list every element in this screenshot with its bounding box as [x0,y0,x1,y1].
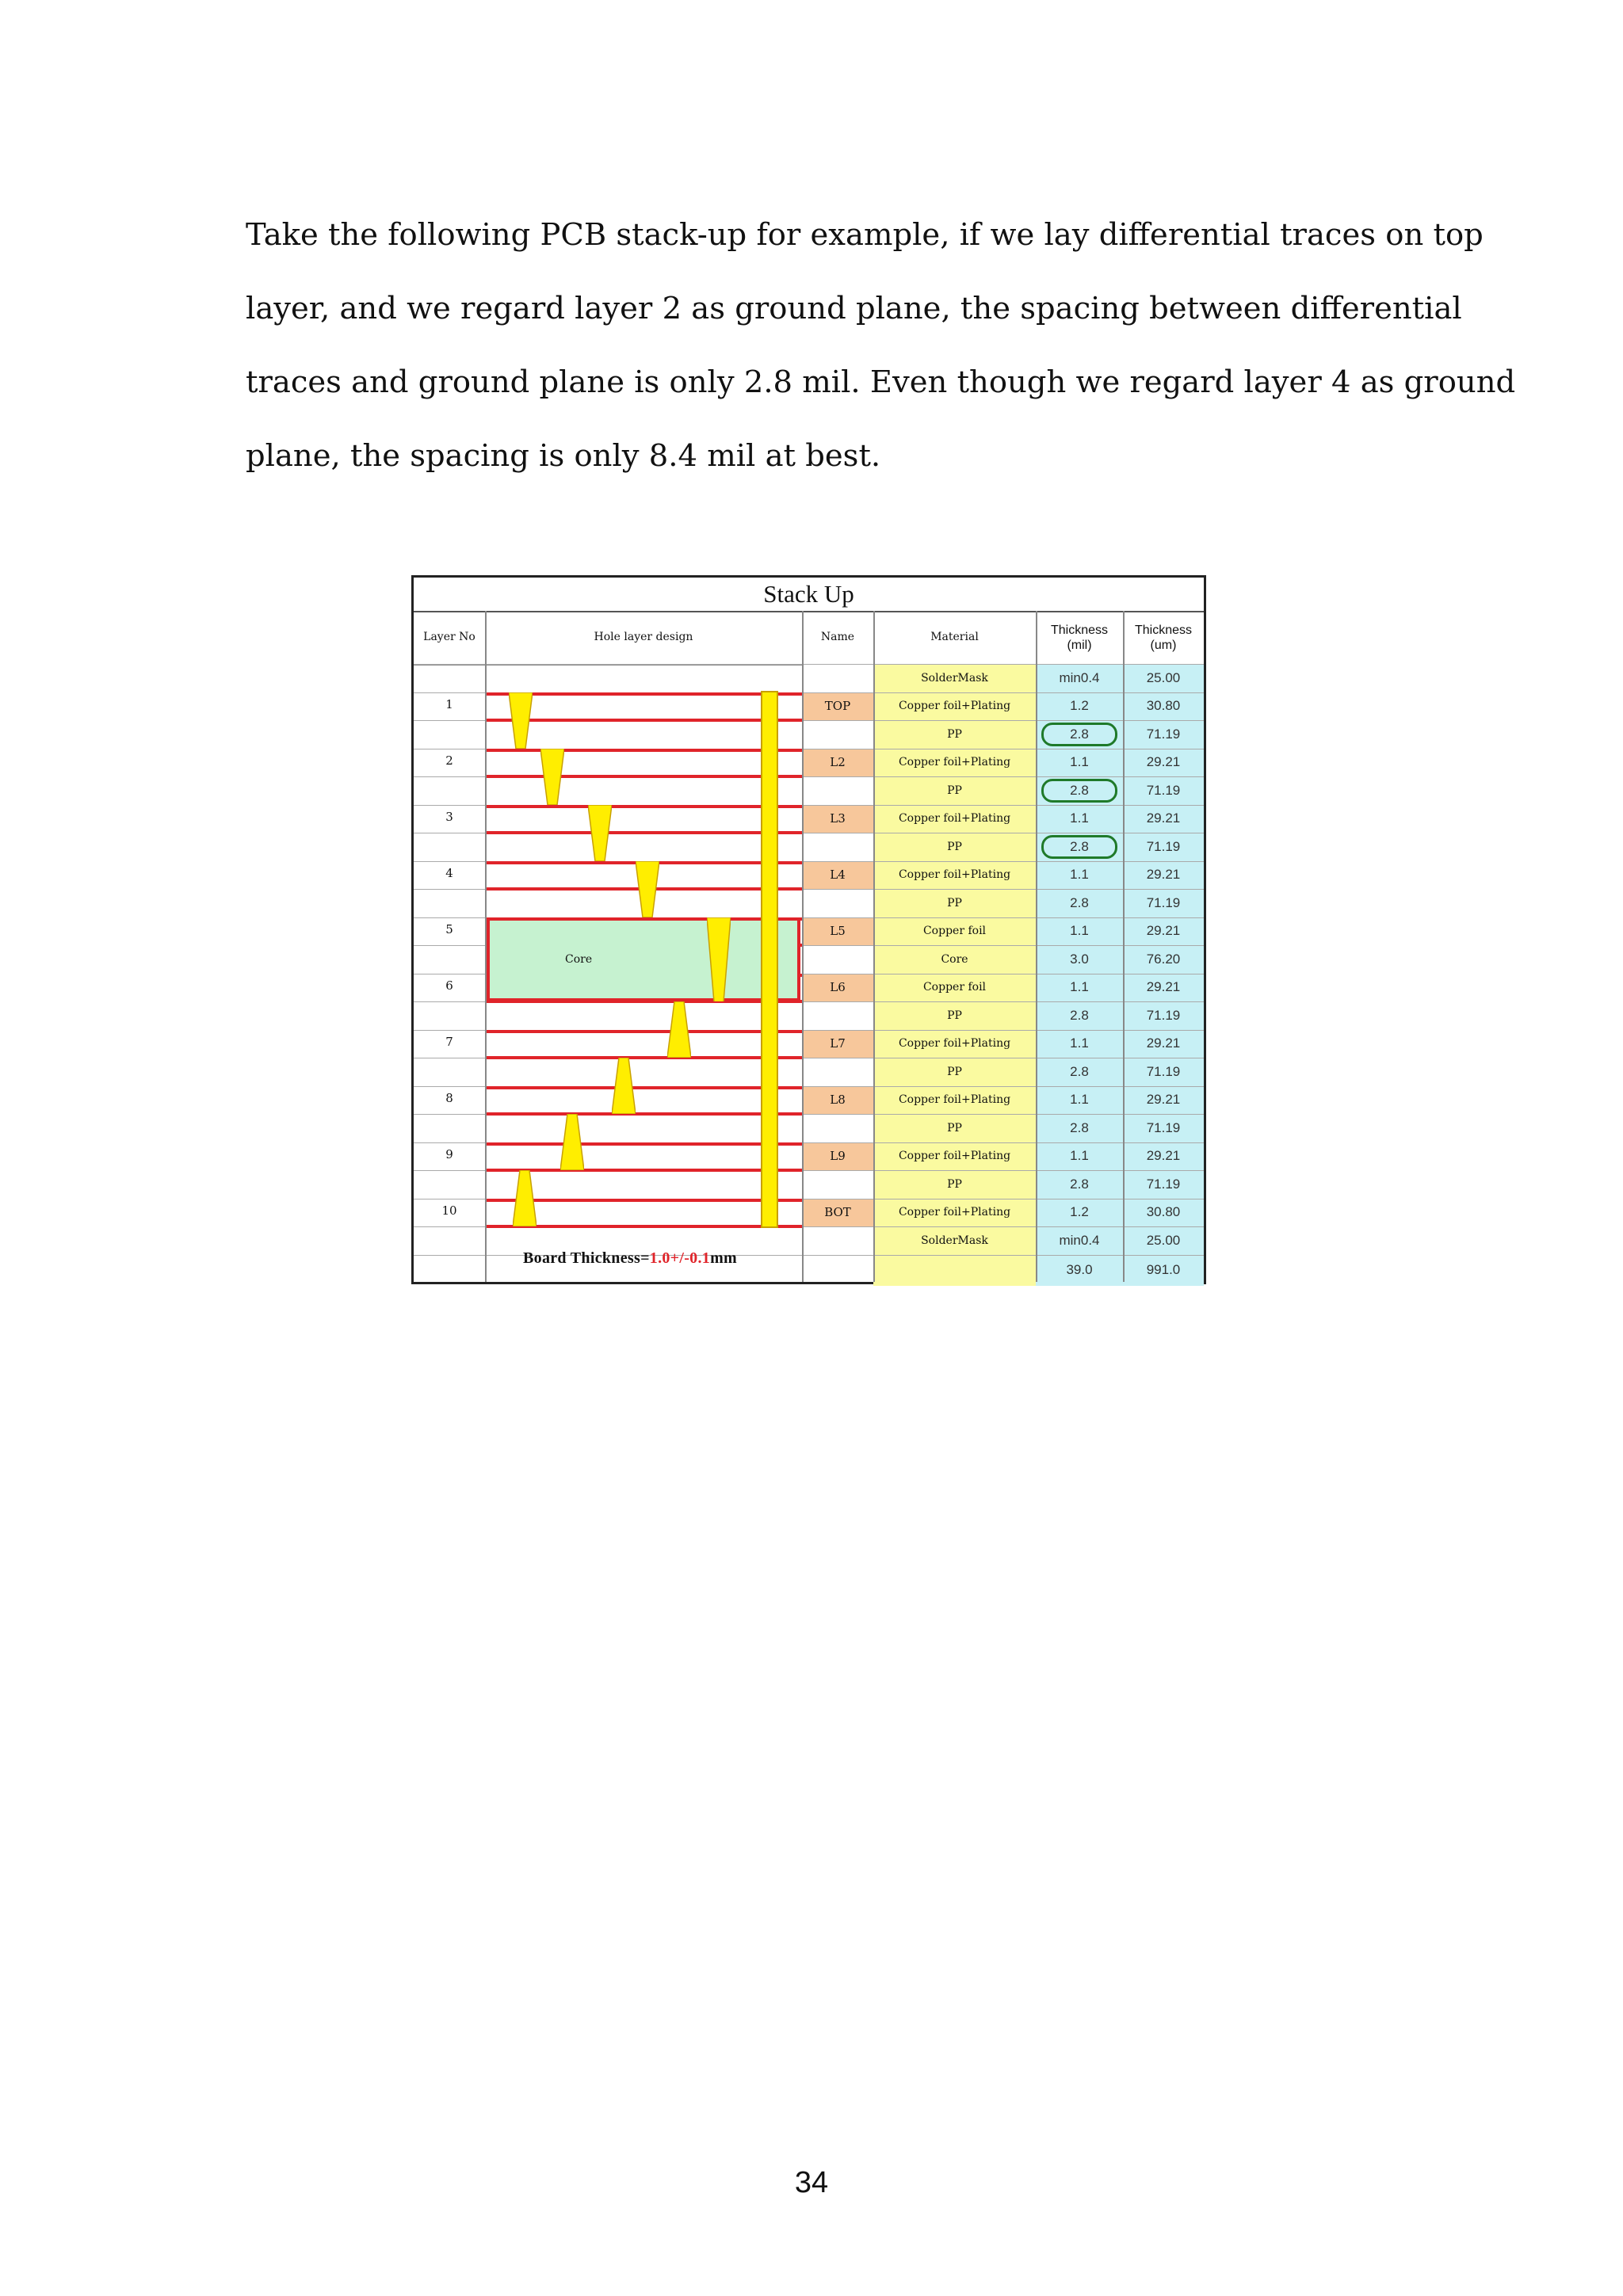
paragraph-line: Take the following PCB stack-up for example, if we lay differential traces on top [246,217,1484,253]
stack-up-figure [411,575,1206,1284]
layer-name-cell [802,833,873,861]
material-cell: Copper foil [873,917,1036,946]
layer-name-cell [802,664,873,692]
column-divider [1036,611,1037,1282]
copper-plane-line [485,775,802,778]
layer-name-cell [802,945,873,974]
through-via [761,691,778,1229]
thickness-mil-cell: 2.8 [1036,776,1123,805]
thickness-mil-cell: min0.4 [1036,664,1123,692]
layer-number: 10 [441,1203,457,1218]
layer-name-cell: L5 [802,917,873,946]
figure-title: Stack Up [414,578,1204,612]
thickness-um-cell: 25.00 [1123,664,1204,692]
column-divider [1123,611,1125,1282]
paragraph-line: layer, and we regard layer 2 as ground plane, the spacing between differential [246,291,1462,326]
thickness-um-cell: 25.00 [1123,1226,1204,1255]
header-hole-design: Hole layer design [485,611,802,666]
copper-plane-line [485,719,802,722]
copper-plane-line [485,831,802,834]
thickness-mil-cell: 1.1 [1036,974,1123,1002]
layer-name-cell [802,776,873,805]
material-cell: Copper foil+Plating [873,1086,1036,1115]
layer-name-cell: L7 [802,1030,873,1058]
thickness-um-cell: 30.80 [1123,692,1204,721]
highlight-oval [1041,779,1117,803]
paragraph-line: plane, the spacing is only 8.4 mil at best. [246,438,881,474]
header-thickness-mil: Thickness (mil) [1036,611,1123,666]
micro-via [560,1114,584,1170]
thickness-mil-cell: 2.8 [1036,1001,1123,1030]
layer-name-cell: BOT [802,1199,873,1227]
layer-name-cell: TOP [802,692,873,721]
row-divider [414,664,1204,665]
layer-name-cell [802,1001,873,1030]
layer-number: 4 [445,865,453,880]
thickness-mil-cell: 2.8 [1036,889,1123,917]
material-cell: PP [873,1001,1036,1030]
layer-number: 3 [445,809,453,824]
thickness-um-cell: 71.19 [1123,776,1204,805]
board-thickness-unit: mm [710,1249,738,1267]
thickness-um-cell: 29.21 [1123,805,1204,833]
material-cell: PP [873,1058,1036,1086]
copper-plane-line [485,1142,802,1146]
column-divider [802,611,804,1282]
material-cell: SolderMask [873,1226,1036,1255]
thickness-mil-cell: 1.1 [1036,917,1123,946]
total-mil-cell: 39.0 [1036,1255,1123,1287]
layer-name-cell [802,720,873,749]
layer-name-cell [802,1170,873,1199]
copper-plane-line [485,805,802,808]
board-thickness-label: Board Thickness= [523,1249,650,1267]
layer-number: 8 [445,1090,453,1105]
thickness-um-cell: 29.21 [1123,974,1204,1002]
material-cell: Copper foil+Plating [873,749,1036,777]
thickness-mil-cell: min0.4 [1036,1226,1123,1255]
thickness-mil-cell: 3.0 [1036,945,1123,974]
thickness-mil-cell: 1.1 [1036,1142,1123,1171]
thickness-um-cell: 29.21 [1123,749,1204,777]
layer-name-cell: L6 [802,974,873,1002]
thickness-um-cell: 71.19 [1123,1114,1204,1142]
layer-number: 5 [445,921,453,936]
thickness-um-cell: 29.21 [1123,1086,1204,1115]
material-cell: PP [873,720,1036,749]
thickness-um-cell: 29.21 [1123,1142,1204,1171]
layer-name-cell [802,1226,873,1255]
material-cell: Copper foil+Plating [873,1142,1036,1171]
layer-name-cell [802,1114,873,1142]
material-cell: Copper foil [873,974,1036,1002]
material-cell: Core [873,945,1036,974]
material-cell: Copper foil+Plating [873,861,1036,890]
thickness-um-cell: 29.21 [1123,917,1204,946]
layer-number: 1 [445,696,453,711]
page-number: 34 [794,2166,829,2199]
layer-name-cell [802,1058,873,1086]
core-block: Core [487,917,800,1002]
thickness-um-cell: 71.19 [1123,1170,1204,1199]
thickness-mil-cell: 1.1 [1036,861,1123,890]
header-layer-no: Layer No [414,611,485,666]
body-paragraph [246,208,1516,502]
copper-plane-line [485,692,802,696]
micro-via [513,1170,537,1226]
thickness-um-cell: 71.19 [1123,720,1204,749]
material-cell: PP [873,889,1036,917]
micro-via [707,917,731,1002]
layer-name-cell: L4 [802,861,873,890]
thickness-um-cell: 29.21 [1123,1030,1204,1058]
copper-plane-line [485,749,802,752]
thickness-mil-cell: 1.1 [1036,1086,1123,1115]
header-thickness-um: Thickness (um) [1123,611,1204,666]
thickness-um-cell: 30.80 [1123,1199,1204,1227]
header-material: Material [873,611,1036,666]
thickness-mil-cell: 2.8 [1036,720,1123,749]
material-cell: Copper foil+Plating [873,1199,1036,1227]
micro-via [509,692,533,749]
material-cell: Copper foil+Plating [873,692,1036,721]
thickness-mil-cell: 2.8 [1036,1114,1123,1142]
thickness-mil-cell: 1.1 [1036,805,1123,833]
thickness-um-cell: 76.20 [1123,945,1204,974]
layer-number: 7 [445,1034,453,1049]
copper-plane-line [485,1056,802,1059]
thickness-mil-cell: 1.2 [1036,1199,1123,1227]
copper-plane-line [485,1086,802,1089]
material-cell: SolderMask [873,664,1036,692]
micro-via [612,1058,636,1114]
thickness-um-cell: 71.19 [1123,889,1204,917]
highlight-oval [1041,723,1117,746]
total-material-cell [873,1255,1036,1287]
layer-name-cell: L2 [802,749,873,777]
micro-via [636,861,659,917]
column-divider [485,611,487,1282]
material-cell: PP [873,1114,1036,1142]
micro-via [588,805,612,861]
layer-name-cell [802,889,873,917]
thickness-mil-cell: 2.8 [1036,833,1123,861]
thickness-mil-cell: 1.2 [1036,692,1123,721]
board-thickness-value: 1.0+/-0.1 [649,1249,711,1267]
material-cell: PP [873,776,1036,805]
layer-number: 9 [445,1146,453,1161]
thickness-mil-cell: 1.1 [1036,749,1123,777]
thickness-mil-cell: 2.8 [1036,1170,1123,1199]
thickness-mil-cell: 2.8 [1036,1058,1123,1086]
header-name: Name [802,611,873,666]
layer-name-cell: L8 [802,1086,873,1115]
column-divider [873,611,875,1282]
material-cell: Copper foil+Plating [873,1030,1036,1058]
layer-number: 6 [445,978,453,993]
thickness-mil-cell: 1.1 [1036,1030,1123,1058]
copper-plane-line [485,1112,802,1116]
thickness-um-cell: 29.21 [1123,861,1204,890]
column-layer-no [414,611,485,1282]
layer-number: 2 [445,753,453,768]
micro-via [667,1001,691,1058]
micro-via [540,749,564,805]
thickness-um-cell: 71.19 [1123,1058,1204,1086]
paragraph-line: traces and ground plane is only 2.8 mil. Even though we regard layer 4 as ground [246,364,1516,400]
board-thickness [523,1249,737,1268]
copper-plane-line [485,1030,802,1033]
material-cell: PP [873,833,1036,861]
layer-name-cell: L3 [802,805,873,833]
highlight-oval [1041,835,1117,859]
layer-name-cell: L9 [802,1142,873,1171]
thickness-um-cell: 71.19 [1123,833,1204,861]
material-cell: PP [873,1170,1036,1199]
total-um-cell: 991.0 [1123,1255,1204,1287]
material-cell: Copper foil+Plating [873,805,1036,833]
thickness-um-cell: 71.19 [1123,1001,1204,1030]
